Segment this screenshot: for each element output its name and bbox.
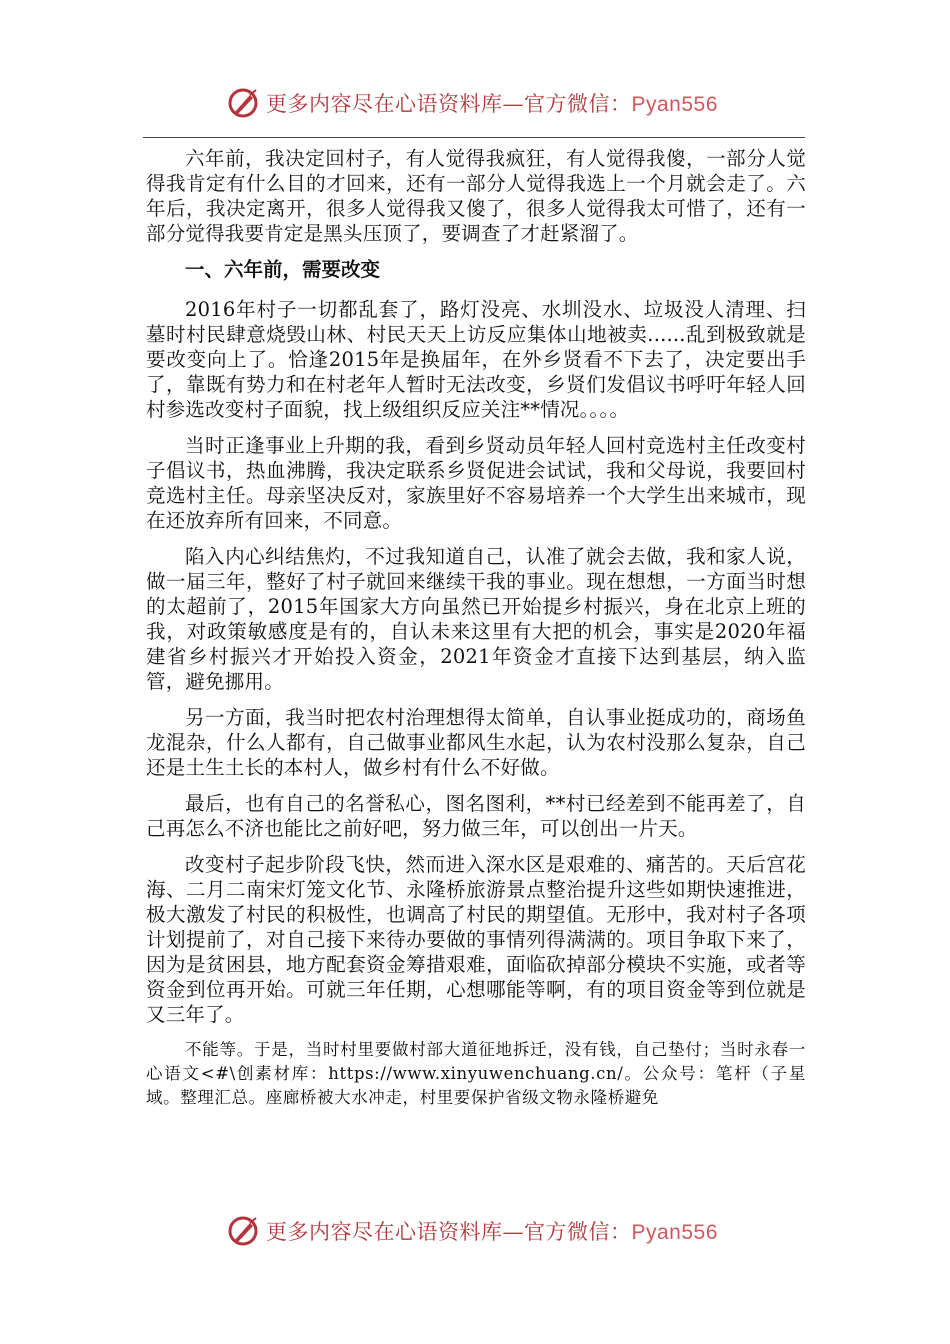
banner-official-label: 官方微信： xyxy=(524,1220,632,1244)
banner-main-text: 更多内容尽在心语资料库 xyxy=(266,1220,503,1244)
footer-banner xyxy=(0,1210,950,1250)
intro-paragraph: 六年前，我决定回村子，有人觉得我疯狂，有人觉得我傻，一部分人觉得我肯定有什么目的才回来，还有一部分人觉得我选上一个月就会走了。六年后，我决定离开，很多人觉得我又傻了，很多人觉得我太可惜了，还有一部分觉得我要肯定是黑头压顶了，要调查了才赶紧溜了。 xyxy=(146,147,806,245)
banner-main-text: 更多内容尽在心语资料库 xyxy=(266,92,503,116)
banner-separator: — xyxy=(502,92,524,116)
document-body xyxy=(146,146,806,1121)
banner-separator: — xyxy=(502,1220,524,1244)
body-paragraph: 改变村子起步阶段飞快，然而进入深水区是艰难的、痛苦的。天后宫花海、二月二南宋灯笼文化节、永隆桥旅游景点整治提升这些如期快速推进，极大激发了村民的积极性，也调高了村民的期望值。无形中，我对村子各项计划提前了，对自己接下来待办要做的事情列得满满的。项目争取下来了，因为是贫困县，地方配套资金筹措艰难，面临砍掉部分模块不实施，或者等资金到位再开始。可就三年任期，心想哪能等啊，有的项目资金等到位就是又三年了。 xyxy=(146,853,806,1026)
banner-text xyxy=(266,1216,718,1246)
header-divider xyxy=(143,137,805,138)
body-paragraph: 2016年村子一切都乱套了，路灯没亮、水圳没水、垃圾没人清理、扫墓时村民肆意烧毁山林、村民天天上访反应集体山地被卖......乱到极致就是要改变向上了。恰逢2015年是换届年，在外乡贤看不下去了，决定要出手了，靠既有势力和在村老年人暂时无法改变，乡贤们发倡议书呼吁年轻人回村参选改变村子面貌，找上级组织反应关注**情况。。。。 xyxy=(146,298,806,421)
banner-text xyxy=(266,88,718,118)
banner-wechat-id: Pyan556 xyxy=(631,93,718,116)
section-heading: 一、六年前，需要改变 xyxy=(185,258,381,281)
banner-official-label: 官方微信： xyxy=(524,92,632,116)
body-paragraph-last: 不能等。于是，当时村里要做村部大道征地拆迁，没有钱，自己垫付；当时永春一心语文<#\创素材库：https://www.xinyuwenchuang.cn/。公众号：笔杆（子星域。整理汇总。座廊桥被大水冲走，村里要保护省级文物永隆桥避免 xyxy=(146,1040,806,1107)
quill-seal-icon xyxy=(226,86,260,120)
body-paragraph: 当时正逢事业上升期的我，看到乡贤动员年轻人回村竞选村主任改变村子倡议书，热血沸腾，我决定联系乡贤促进会试试，我和父母说，我要回村竞选村主任。母亲坚决反对，家族里好不容易培养一个大学生出来城市，现在还放弃所有回来，不同意。 xyxy=(146,434,806,532)
quill-seal-icon xyxy=(226,1214,260,1248)
banner-wechat-id: Pyan556 xyxy=(631,1221,718,1244)
body-paragraph: 陷入内心纠结焦灼，不过我知道自己，认准了就会去做，我和家人说，做一届三年，整好了村子就回来继续干我的事业。现在想想，一方面当时想的太超前了，2015年国家大方向虽然已开始提乡村振兴，身在北京上班的我，对政策敏感度是有的，自认未来这里有大把的机会，事实是2020年福建省乡村振兴才开始投入资金，2021年资金才直接下达到基层，纳入监管，避免挪用。 xyxy=(146,545,806,693)
body-paragraph: 最后，也有自己的名誉私心，图名图利，**村已经差到不能再差了，自己再怎么不济也能比之前好吧，努力做三年，可以创出一片天。 xyxy=(146,792,806,840)
body-paragraph: 另一方面，我当时把农村治理想得太简单，自认事业挺成功的，商场鱼龙混杂，什么人都有，自己做事业都风生水起，认为农村没那么复杂，自己还是土生土长的本村人，做乡村有什么不好做。 xyxy=(146,706,806,779)
header-banner xyxy=(0,82,950,122)
